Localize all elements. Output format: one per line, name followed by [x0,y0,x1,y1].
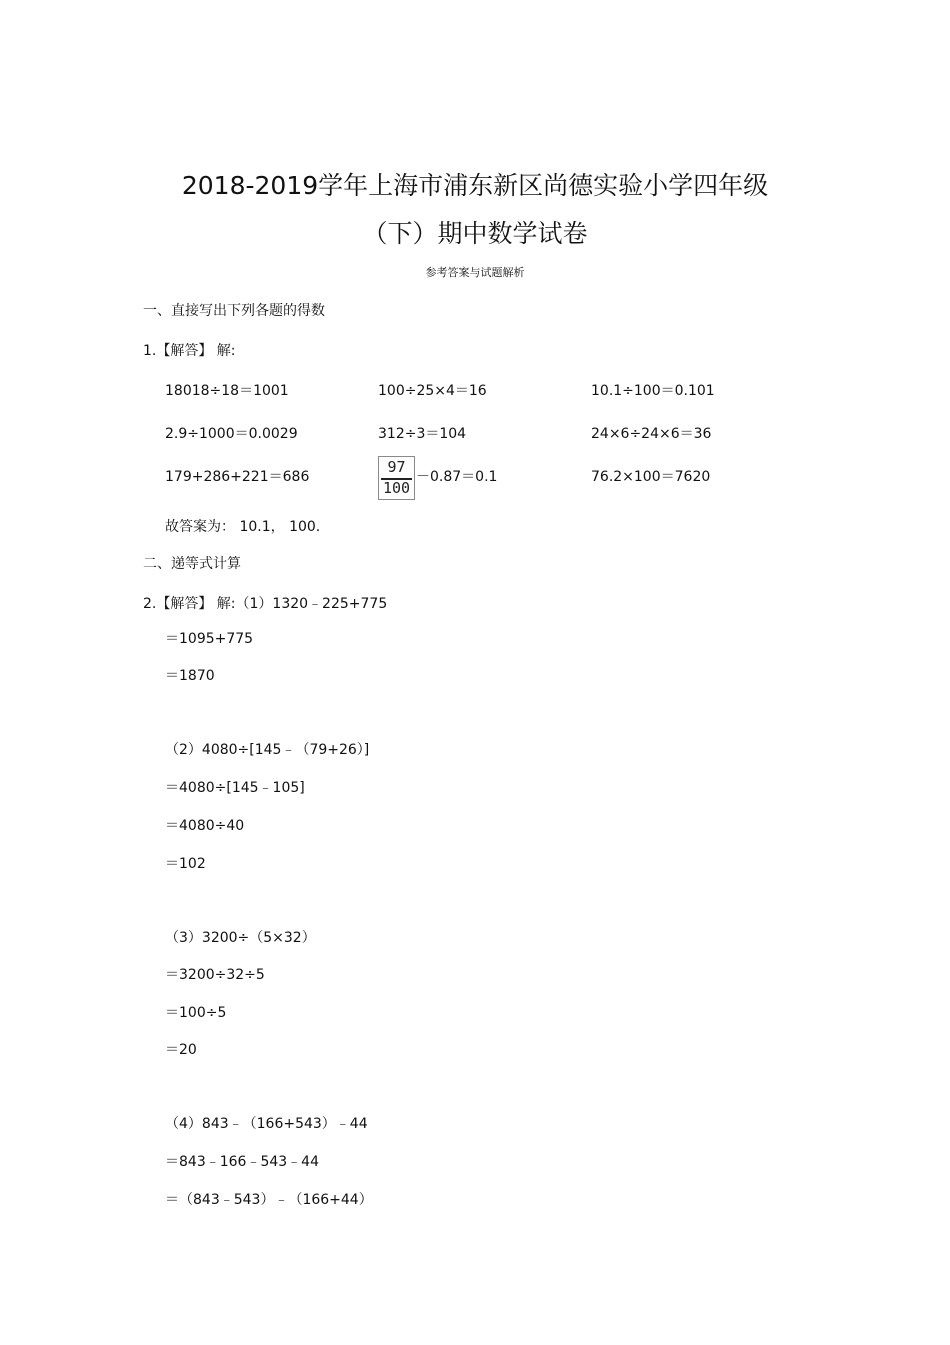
step-line: ＝843﹣166﹣543﹣44 [165,1154,319,1170]
calc-item: 312÷3＝104 [378,426,467,442]
section-2-heading: 二、递等式计算 [143,556,241,572]
question-2-label: 2.【解答】 解:（1）1320﹣225+775 [143,596,388,612]
page-subtitle: 参考答案与试题解析 [425,266,525,279]
step-line: ＝3200÷32÷5 [165,967,265,983]
calc-item: 2.9÷1000＝0.0029 [165,426,298,442]
calc-item: 24×6÷24×6＝36 [591,426,712,442]
calc-item: 76.2×100＝7620 [591,469,711,485]
page-title-line-2: （下）期中数学试卷 [362,219,588,248]
step-line: ＝1870 [165,668,215,684]
calc-item: －0.87＝0.1 [416,469,498,485]
answer-line: 故答案为： 10.1， 100. [165,519,321,535]
calc-item: 10.1÷100＝0.101 [591,383,715,399]
step-line: ＝（843﹣543）﹣（166+44） [165,1192,373,1208]
step-line: ＝100÷5 [165,1005,227,1021]
step-line: （3）3200÷（5×32） [165,930,316,946]
question-1-label: 1.【解答】 解: [143,343,236,359]
fraction-image [378,456,415,500]
fraction-denominator: 100 [382,479,411,497]
calc-item: 179+286+221＝686 [165,469,310,485]
step-line: （2）4080÷[145﹣（79+26）] [165,742,370,758]
step-line: （4）843﹣（166+543）﹣44 [165,1116,368,1132]
step-line: ＝4080÷40 [165,818,245,834]
section-1-heading: 一、直接写出下列各题的得数 [143,303,325,319]
step-line: ＝20 [165,1042,197,1058]
calc-item: 18018÷18＝1001 [165,383,289,399]
step-line: ＝4080÷[145﹣105] [165,780,305,796]
page-title-line-1: 2018-2019学年上海市浦东新区尚德实验小学四年级 [181,171,769,200]
fraction-numerator: 97 [387,458,406,476]
step-line: ＝102 [165,856,206,872]
step-line: ＝1095+775 [165,631,254,647]
calc-item: 100÷25×4＝16 [378,383,487,399]
